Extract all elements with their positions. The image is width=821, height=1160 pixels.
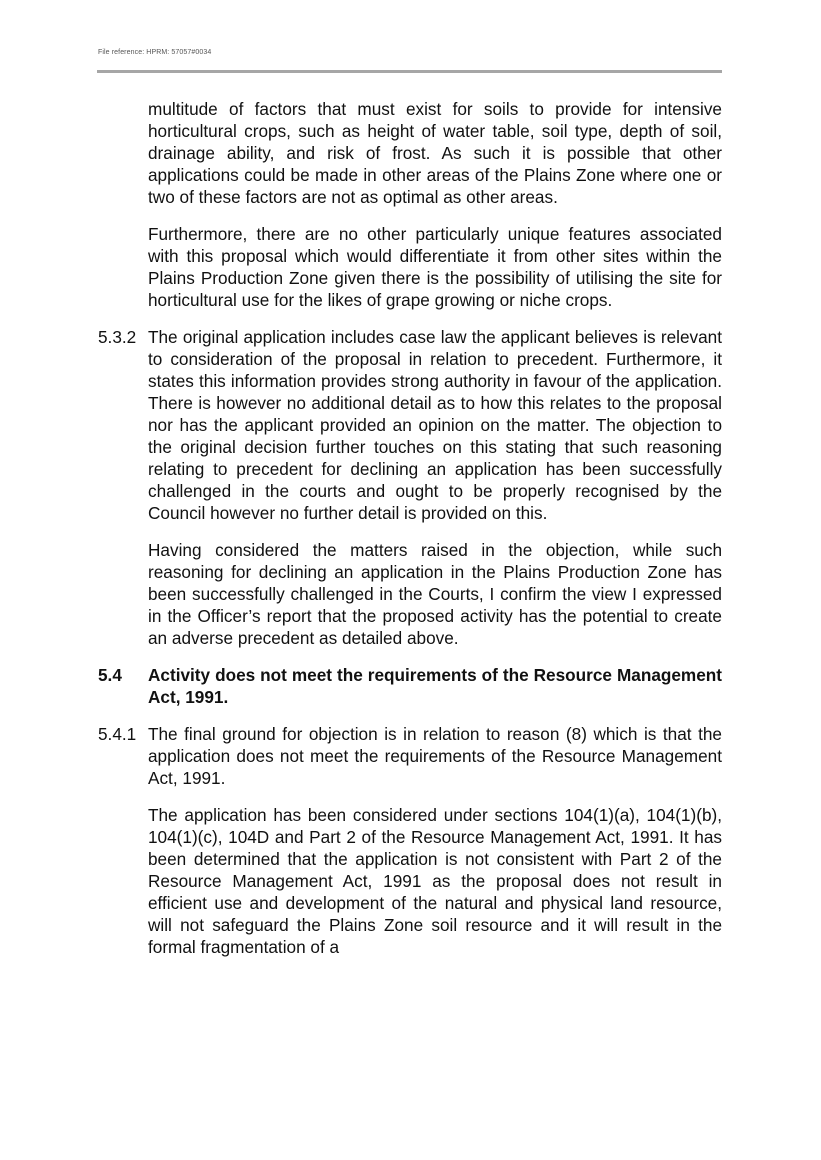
section-number: 5.4 (98, 665, 122, 685)
paragraph-furthermore: Furthermore, there are no other particularly unique features associated with this proposal which would differentiate it from other sites within the Plains Production Zone given there is the possibility of utilising the site for horticultural use for the likes of grape growing or niche crops. (148, 224, 722, 310)
paragraph-continuation: multitude of factors that must exist for soils to provide for intensive horticultural crops, such as height of water table, soil type, depth of soil, drainage ability, and risk of frost. As such it is possible that other applications could be made in other areas of the Plains Zone where one or two of these factors are not as optimal as other areas. (148, 99, 722, 207)
section-title: Activity does not meet the requirements of the Resource Management Act, 1991. (148, 665, 722, 707)
paragraph-number: 5.4.1 (98, 724, 137, 744)
paragraph-5-3-2 (98, 326, 722, 524)
paragraph-number: 5.3.2 (98, 327, 137, 347)
paragraph-having-considered: Having considered the matters raised in the objection, while such reasoning for declining an application in the Plains Production Zone has been successfully challenged in the Courts, I confirm the view I expressed in the Officer’s report that the proposed activity has the potential to create an adverse precedent as detailed above. (148, 540, 722, 648)
paragraph-application-considered: The application has been considered under sections 104(1)(a), 104(1)(b), 104(1)(c), 104D and Part 2 of the Resource Management Act, 1991. It has been determined that the application is not consistent with Part 2 of the Resource Management Act, 1991 as the proposal does not result in efficient use and development of the natural and physical land resource, will not safeguard the Plains Zone soil resource and it will result in the formal fragmentation of a (148, 805, 722, 957)
file-reference: File reference: HPRM: 57057#0034 (98, 49, 212, 56)
document-body (98, 98, 722, 973)
paragraph-text: The original application includes case law the applicant believes is relevant to consideration of the proposal in relation to precedent. Furthermore, it states this information provides strong authority in favour of the application. There is however no additional detail as to how this relates to the proposal nor has the applicant provided an opinion on the matter. The objection to the original decision further touches on this stating that such reasoning relating to precedent for declining an application has been successfully challenged in the courts and ought to be properly recognised by the Council however no further detail is provided on this. (148, 327, 722, 523)
header-divider (97, 70, 722, 73)
paragraph-5-4-1 (98, 723, 722, 789)
paragraph-text: The final ground for objection is in relation to reason (8) which is that the application does not meet the requirements of the Resource Management Act, 1991. (148, 724, 722, 788)
section-heading-5-4 (98, 664, 722, 708)
